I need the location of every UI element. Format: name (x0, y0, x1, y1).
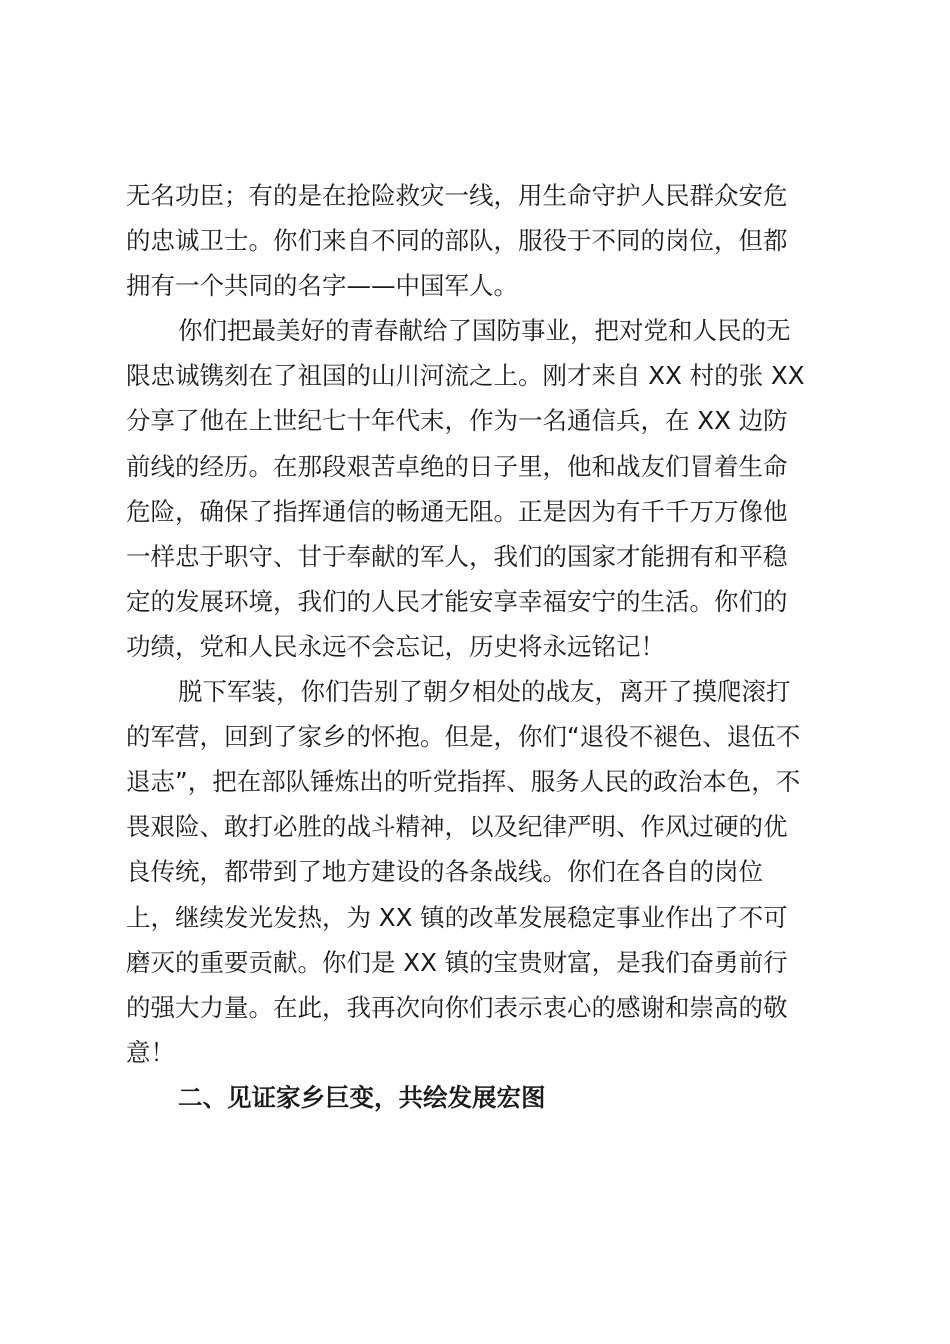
paragraph-3-line-5: 良传统，都带到了地方建设的各条战线。你们在各自的岗位 (126, 857, 763, 887)
paragraph-1-line-2: 的忠诚卫士。你们来自不同的部队，服役于不同的岗位，但都 (126, 226, 788, 256)
paragraph-3-line-4: 畏艰险、敢打必胜的战斗精神，以及纪律严明、作风过硬的优 (126, 812, 788, 842)
paragraph-3-line-3: 退志”，把在部队锤炼出的听党指挥、服务人民的政治本色，不 (126, 767, 801, 797)
paragraph-2-line-3: 分享了他在上世纪七十年代末，作为一名通信兵，在 XX 边防 (126, 406, 788, 436)
paragraph-2-line-8: 功绩，党和人民永远不会忘记，历史将永远铭记！ (126, 631, 665, 661)
paragraph-2-line-1: 你们把最美好的青春献给了国防事业，把对党和人民的无 (178, 316, 791, 346)
paragraph-2-line-4: 前线的经历。在那段艰苦卓绝的日子里，他和战友们冒着生命 (126, 451, 788, 481)
paragraph-2-line-6: 一样忠于职守、甘于奉献的军人，我们的国家才能拥有和平稳 (126, 541, 788, 571)
paragraph-3-line-2: 的军营，回到了家乡的怀抱。但是，你们“退役不褪色、退伍不 (126, 722, 801, 752)
paragraph-3-line-8: 的强大力量。在此，我再次向你们表示衷心的感谢和崇高的敬 (126, 992, 788, 1022)
document-body (126, 173, 826, 1120)
section-heading: 二、见证家乡巨变，共绘发展宏图 (178, 1082, 546, 1112)
paragraph-1-line-1: 无名功臣；有的是在抢险救灾一线，用生命守护人民群众安危 (126, 181, 788, 210)
paragraph-3-line-7: 磨灭的重要贡献。你们是 XX 镇的宝贵财富，是我们奋勇前行 (126, 947, 788, 977)
paragraph-2-line-5: 危险，确保了指挥通信的畅通无阻。正是因为有千千万万像他 (126, 496, 788, 526)
paragraph-3-line-9: 意！ (126, 1037, 175, 1067)
paragraph-2-line-7: 定的发展环境，我们的人民才能安享幸福安宁的生活。你们的 (126, 586, 788, 616)
paragraph-3-line-1: 脱下军装，你们告别了朝夕相处的战友，离开了摸爬滚打 (178, 677, 791, 707)
paragraph-3-line-6: 上，继续发光发热，为 XX 镇的改革发展稳定事业作出了不可 (126, 902, 788, 932)
paragraph-2-line-2: 限忠诚镌刻在了祖国的山川河流之上。刚才来自 XX 村的张 XX (126, 361, 805, 391)
paragraph-1-line-3: 拥有一个共同的名字——中国军人。 (126, 271, 518, 301)
